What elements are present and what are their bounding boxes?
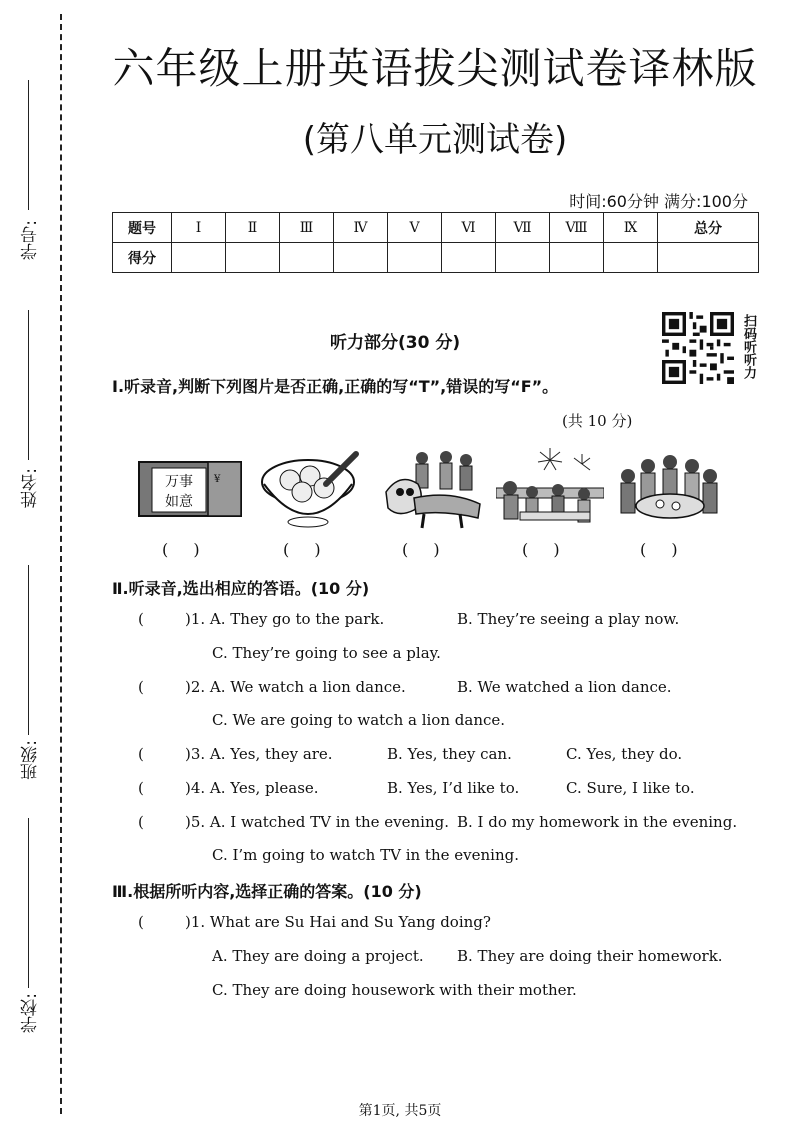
score-cell[interactable] [604,243,658,273]
q2-5-option-c: C. I’m going to watch TV in the evening. [212,846,519,864]
yuan-symbol: ¥ [214,474,221,485]
school-field[interactable] [14,818,46,1038]
score-table-col: Ⅷ [550,213,604,243]
score-cell[interactable] [280,243,334,273]
q2-3-blank[interactable]: ( [138,745,144,763]
q2-5-blank[interactable]: ( [138,813,144,831]
score-table [112,212,759,273]
qr-caption: 扫码听听力 [741,314,756,379]
student-id-label: 学号: [21,220,41,260]
q2-1-option-c: C. They’re going to see a play. [212,644,441,662]
score-cell-total[interactable] [658,243,759,273]
time-score-info: 时间:60分钟 满分:100分 [569,192,748,211]
q2-2-option-a: )2. A. We watch a lion dance. [185,678,406,696]
class-field[interactable] [14,565,46,780]
envelope-text-line2: 如意 [165,494,193,510]
envelope-text-line1: 万事 [165,474,193,490]
score-cell[interactable] [550,243,604,273]
score-cell[interactable] [442,243,496,273]
answer-blank-5[interactable]: ( ) [640,540,678,559]
q2-4-option-c: C. Sure, I like to. [566,779,695,797]
score-table-total: 总分 [658,213,759,243]
q3-1-option-b: B. They are doing their homework. [457,947,723,965]
score-table-col: Ⅴ [388,213,442,243]
q3-1-option-c: C. They are doing housework with their mother. [212,981,577,999]
exam-title: 六年级上册英语拔尖测试卷译林版 [112,44,758,93]
lion-dance-picture [380,448,488,530]
page-footer: 第1页, 共5页 [358,1103,442,1119]
score-table-col: Ⅵ [442,213,496,243]
q2-4-option-a: )4. A. Yes, please. [185,779,319,797]
q2-1-option-a: )1. A. They go to the park. [185,610,385,628]
q2-5-option-a: )5. A. I watched TV in the evening. [185,813,449,831]
q2-1-option-b: B. They’re seeing a play now. [457,610,680,628]
score-cell[interactable] [388,243,442,273]
family-dinner-picture [614,448,722,530]
red-envelope-picture [136,448,244,530]
q2-1-blank[interactable]: ( [138,610,144,628]
score-table-col: Ⅲ [280,213,334,243]
q2-4-blank[interactable]: ( [138,779,144,797]
answer-blank-2[interactable]: ( ) [283,540,321,559]
q3-1-question: )1. What are Su Hai and Su Yang doing? [185,913,491,931]
q3-1-blank[interactable]: ( [138,913,144,931]
answer-blank-3[interactable]: ( ) [402,540,440,559]
score-cell[interactable] [496,243,550,273]
q2-2-option-b: B. We watched a lion dance. [457,678,672,696]
score-table-col: Ⅳ [334,213,388,243]
q2-2-option-c: C. We are going to watch a lion dance. [212,711,506,729]
section-1-title: Ⅰ.听录音,判断下列图片是否正确,正确的写“T”,错误的写“F”。 [112,377,559,396]
q2-4-option-b: B. Yes, I’d like to. [387,779,520,797]
section-3-title: Ⅲ.根据所听内容,选择正确的答案。(10 分) [112,882,422,901]
score-table-col: Ⅰ [172,213,226,243]
score-table-col: Ⅸ [604,213,658,243]
qr-code-icon[interactable] [662,312,734,384]
exam-subtitle: (第八单元测试卷) [302,120,568,160]
listening-part-heading: 听力部分(30 分) [330,333,461,353]
name-label: 姓名: [21,468,41,508]
answer-blank-4[interactable]: ( ) [522,540,560,559]
q2-5-option-b: B. I do my homework in the evening. [457,813,738,831]
q2-3-option-b: B. Yes, they can. [387,745,512,763]
score-table-row1-label: 题号 [113,213,172,243]
score-table-col: Ⅶ [496,213,550,243]
q3-1-option-a: A. They are doing a project. [212,947,424,965]
fireworks-picture [496,448,604,530]
school-label: 学校: [21,993,41,1033]
class-label: 班级: [21,740,41,780]
answer-blank-1[interactable]: ( ) [162,540,200,559]
score-cell[interactable] [226,243,280,273]
section-2-title: Ⅱ.听录音,选出相应的答语。(10 分) [112,579,370,598]
q2-2-blank[interactable]: ( [138,678,144,696]
q2-3-option-a: )3. A. Yes, they are. [185,745,333,763]
student-id-field[interactable] [14,80,46,270]
score-table-col: Ⅱ [226,213,280,243]
tangyuan-bowl-picture [256,448,364,530]
score-cell[interactable] [334,243,388,273]
binding-dashed-line [60,14,62,1114]
score-table-row2-label: 得分 [113,243,172,273]
score-cell[interactable] [172,243,226,273]
name-field[interactable] [14,310,46,520]
section-1-score: (共 10 分) [562,412,633,430]
q2-3-option-c: C. Yes, they do. [566,745,683,763]
